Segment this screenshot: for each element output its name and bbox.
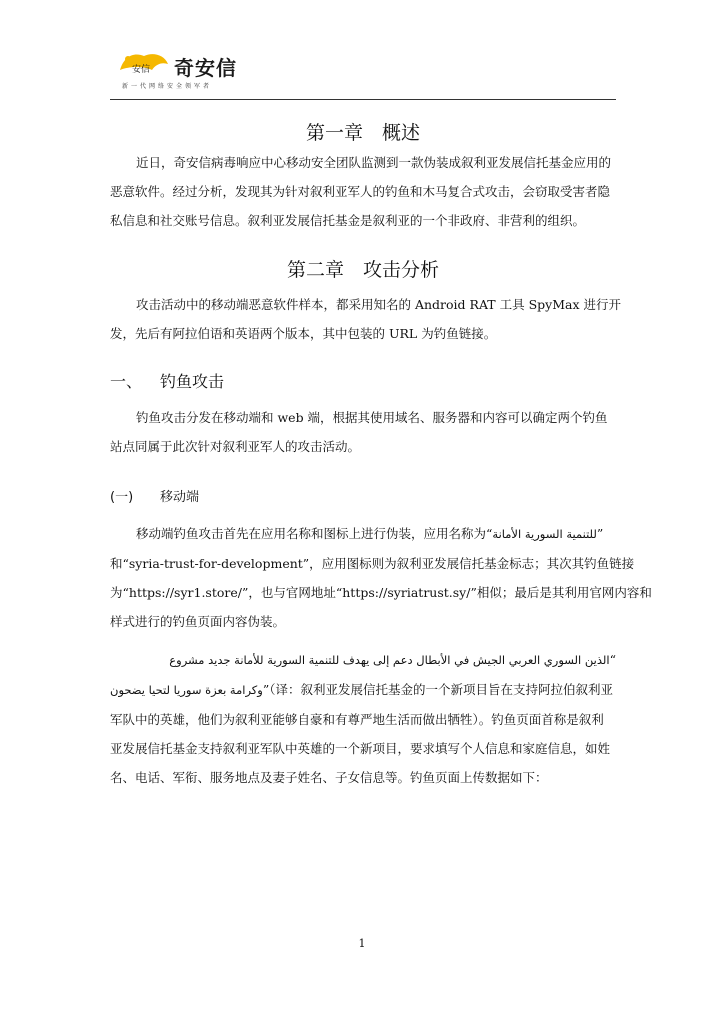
chapter2-title: 第二章 攻击分析 [286, 259, 439, 281]
chapter2-paragraph [110, 290, 621, 348]
paragraph-line: 为“https://syr1.store/”，也与官网地址“https://syriatrust.sy/”相似；最后是其利用官网内容和 [110, 585, 652, 600]
paragraph-line: 攻击活动中的移动端恶意软件样本，都采用知名的 Android RAT 工具 SpyMax 进行开 [136, 297, 621, 312]
chapter1-paragraph [110, 148, 616, 235]
paragraph-line: 军队中的英雄，他们为叙利亚能够自豪和有尊严地生活而做出牺牲）。钓鱼页面首称是叙利 [110, 712, 604, 727]
subsection1-paragraph2 [110, 645, 616, 792]
logo-mark-icon [118, 50, 170, 78]
section1-title: 钓鱼攻击 [160, 372, 225, 391]
subsection1-paragraph1 [110, 519, 652, 636]
logo-tagline: 新一代网络安全领军者 [122, 83, 213, 90]
paragraph-line: 恶意软件。经过分析，发现其为针对叙利亚军人的钓鱼和木马复合式攻击，会窃取受害者隐 [110, 184, 611, 199]
subsection1-title: 移动端 [160, 490, 200, 505]
arabic-app-name: للتنمية السورية الأمانة [492, 527, 597, 541]
logo-text: 奇安信 [174, 56, 237, 80]
section1-number: 一、 [110, 372, 143, 391]
paragraph-line: 名、电话、军衔、服务地点及妻子姓名、子女信息等。钓鱼页面上传数据如下： [110, 770, 548, 785]
arabic-quote-line2: وكرامة بعزة سوريا لتحيا يضحون [110, 683, 263, 697]
section1-heading [110, 369, 224, 392]
paragraph-line: 私信息和社交账号信息。叙利亚发展信托基金是叙利亚的一个非政府、非营利的组织。 [110, 213, 586, 228]
paragraph-line: 近日，奇安信病毒响应中心移动安全团队监测到一款伪装成叙利亚发展信托基金应用的 [136, 155, 612, 170]
header-divider [110, 99, 616, 100]
company-logo [118, 50, 258, 92]
paragraph-line: 钓鱼攻击分发在移动端和 web 端，根据其使用域名、服务器和内容可以确定两个钓鱼 [136, 410, 608, 425]
subsection1-heading [110, 486, 199, 505]
section1-paragraph [110, 403, 616, 461]
subsection1-number: (一) [110, 490, 134, 505]
logo-mark-text: 安信 [132, 65, 151, 75]
arabic-quote-line1: الذين السوري العربي الجيش في الأبطال دعم إلى يهدف للتنمية السورية للأمانة جديد مشروع [169, 653, 610, 667]
paragraph-line: 样式进行的钓鱼页面内容伪装。 [110, 614, 286, 629]
paragraph-line: وكرامة بعزة سوريا لتحيا يضحون”（译：叙利亚发展信托基金的一个新项目旨在支持阿拉伯叙利亚 [110, 682, 613, 697]
chapter1-title: 第一章 概述 [305, 122, 420, 144]
paragraph-line: 和“syria-trust-for-development”，应用图标则为叙利亚发展信托基金标志；其次其钓鱼链接 [110, 556, 635, 571]
paragraph-line: 发，先后有阿拉伯语和英语两个版本，其中包装的 URL 为钓鱼链接。 [110, 326, 497, 341]
paragraph-line: 亚发展信托基金支持叙利亚军队中英雄的一个新项目，要求填写个人信息和家庭信息，如姓 [110, 741, 611, 756]
paragraph-line: 移动端钓鱼攻击首先在应用名称和图标上进行伪装，应用名称为“للتنمية السورية الأمانة” [136, 526, 604, 541]
paragraph-line: الذين السوري العربي الجيش في الأبطال دعم إلى يهدف للتنمية السورية للأمانة جديد مشروع“ [169, 652, 616, 667]
paragraph-line: 站点同属于此次针对叙利亚军人的攻击活动。 [110, 439, 361, 454]
page-number: 1 [358, 937, 366, 950]
